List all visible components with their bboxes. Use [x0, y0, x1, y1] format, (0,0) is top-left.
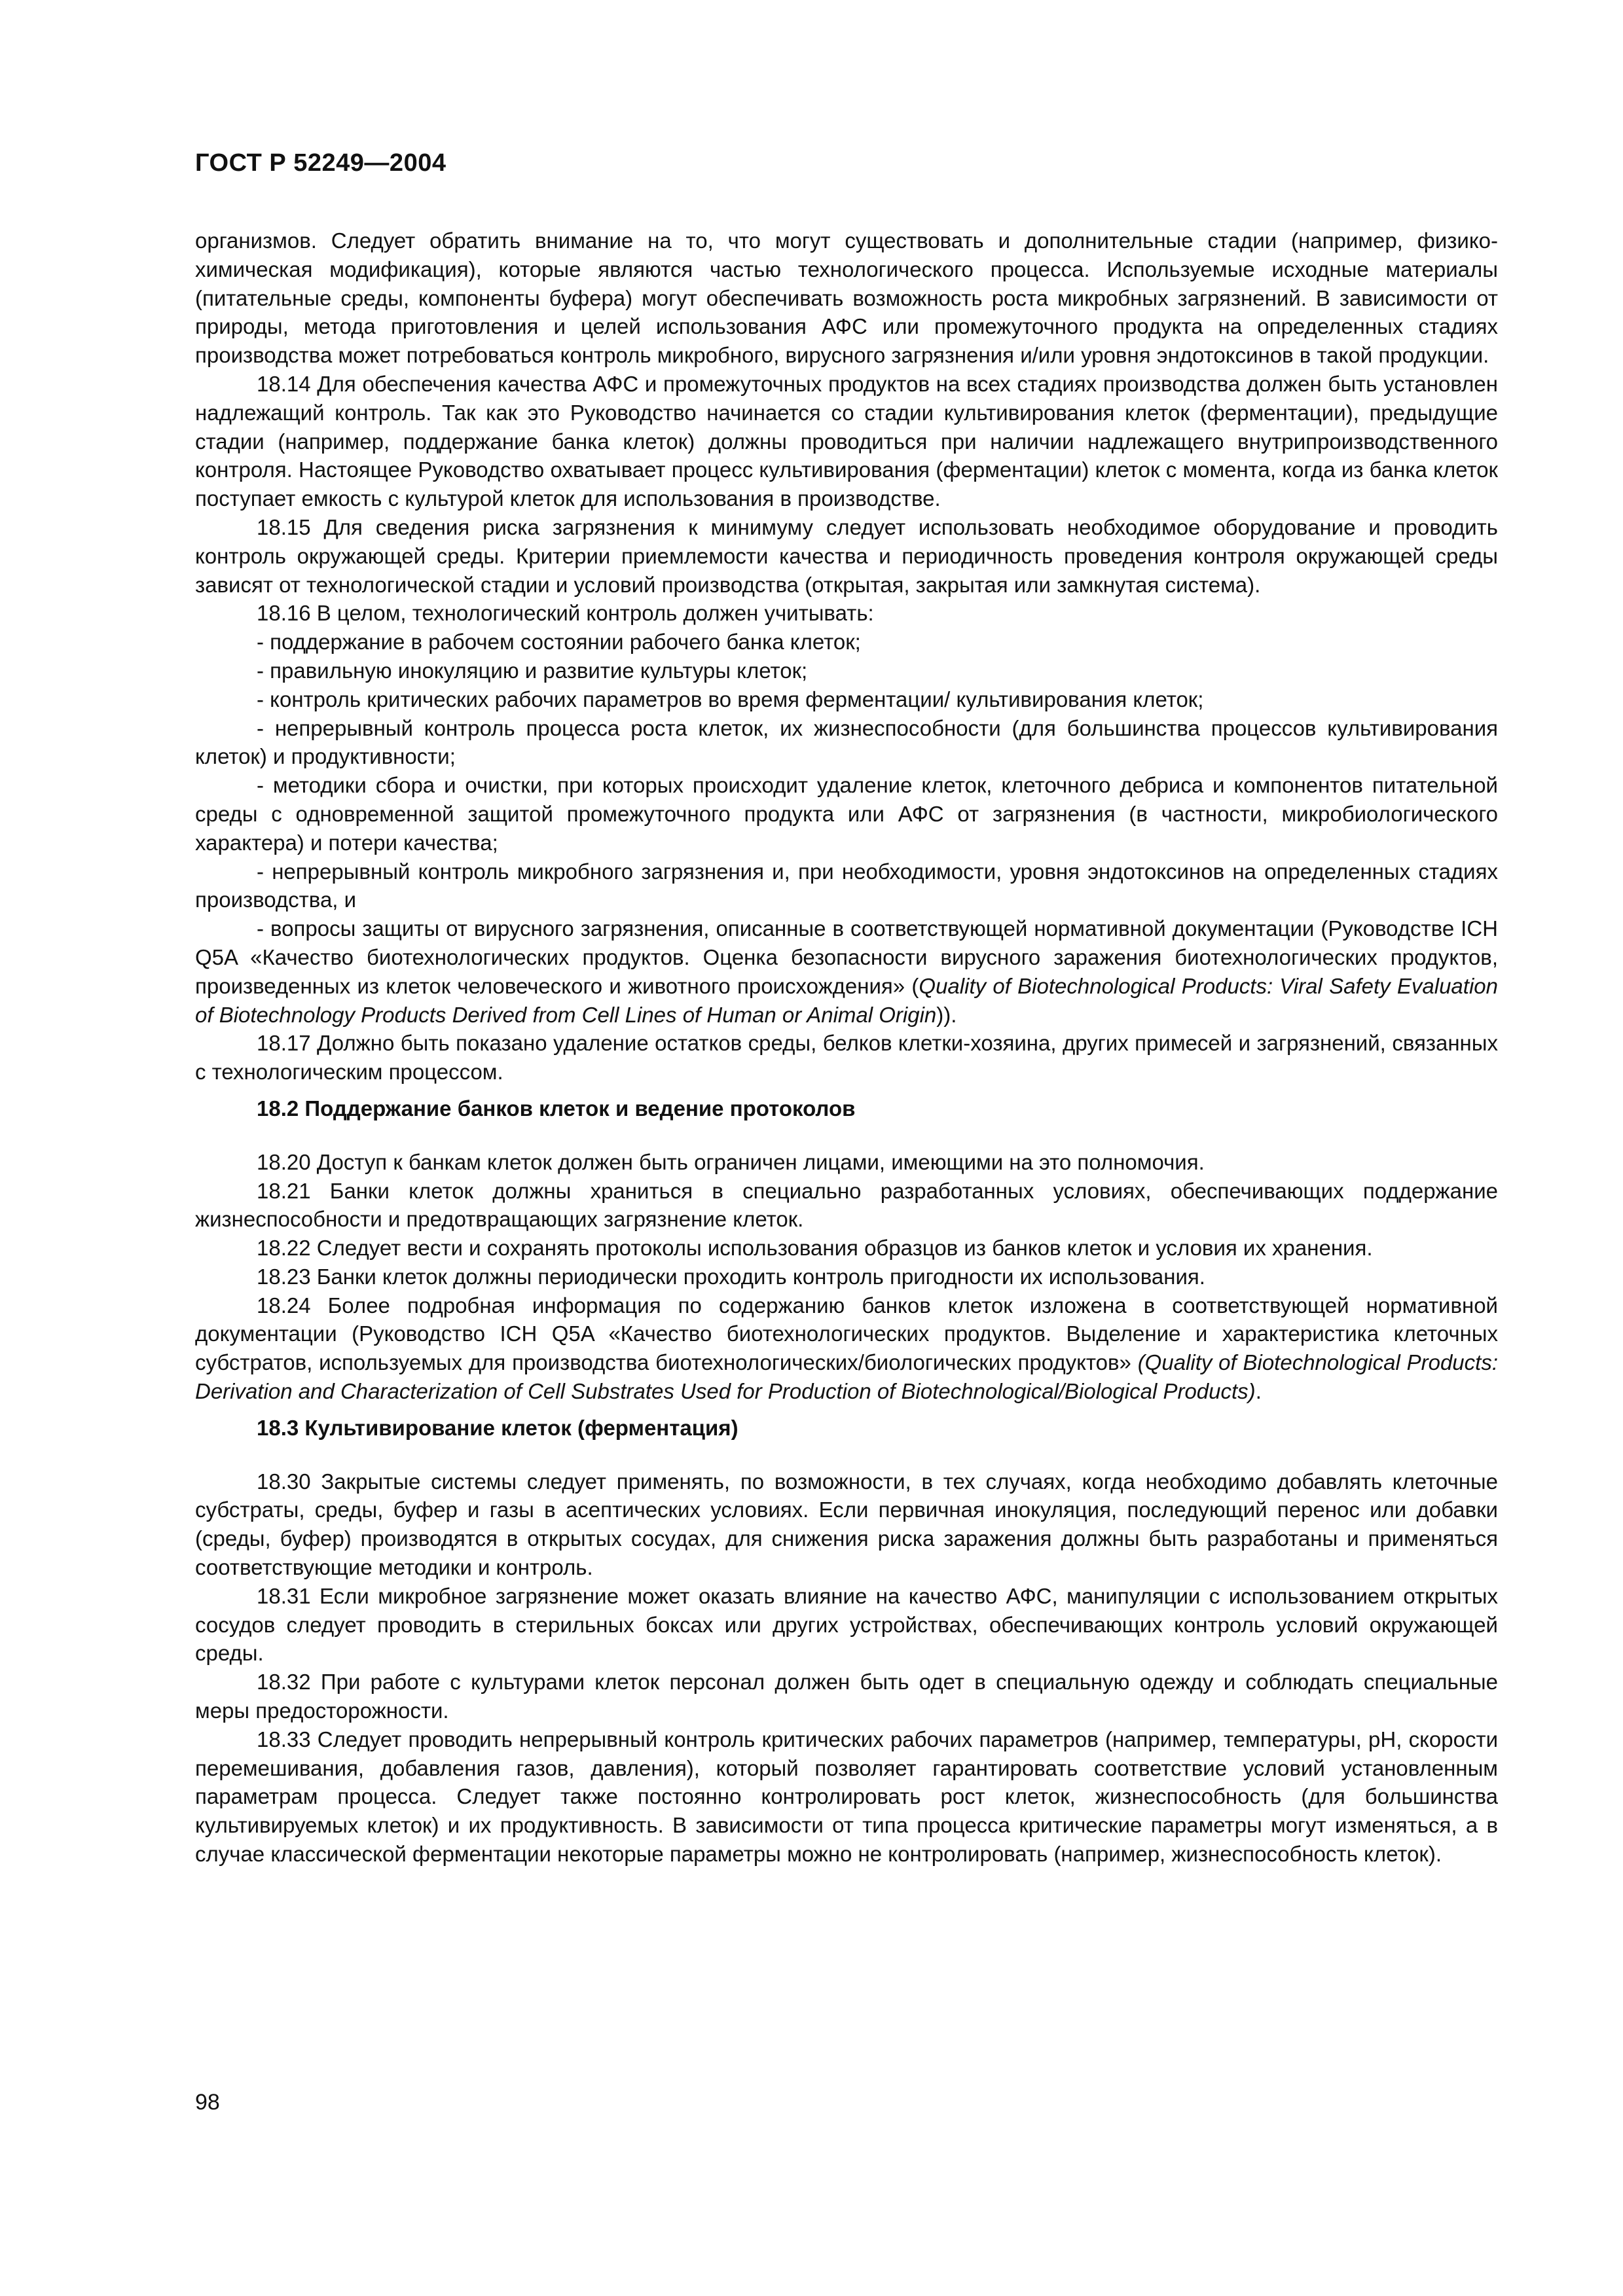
section-heading-18-3: 18.3 Культивирование клеток (ферментация)	[257, 1415, 739, 1440]
paragraph-18-24	[195, 1291, 1498, 1406]
english-title-italic: Quality of Biotechnological Products: Viral Safety Evaluation of Biotechnology Products Derived from Cell Lines of Human or Animal Origin	[195, 973, 1498, 1027]
paragraph: организмов. Следует обратить внимание на то, что могут существовать и дополнительные стадии (например, физико-химическая модификация), которые являются частью технологического процесса. Используемые исходные материалы (питательные среды, компоненты буфера) могут обеспечивать возможность роста микробных загрязнений. В зависимости от природы, метода приготовления и целей использования АФС или промежуточного продукта на определенных стадиях производства может потребоваться контроль микробного, вирусного загрязнения и/или уровня эндотоксинов в такой продукции.	[195, 228, 1498, 368]
paragraph-18-21: 18.21 Банки клеток должны храниться в специально разработанных условиях, обеспечивающих поддержание жизнеспособности и предотвращающих загрязнение клеток.	[195, 1178, 1498, 1232]
section-heading-18-2: 18.2 Поддержание банков клеток и ведение протоколов	[257, 1096, 856, 1121]
paragraph-18-31: 18.31 Если микробное загрязнение может оказать влияние на качество АФС, манипуляции с использованием открытых сосудов следует проводить в стерильных боксах или других устройствах, обеспечивающих контроль условий окружающей среды.	[195, 1583, 1498, 1666]
english-title-italic: (Quality of Biotechnological Products: Derivation and Characterization of Cell Substrates Used for Production of Biotechnological/Biological Products)	[195, 1350, 1498, 1404]
paragraph-18-32: 18.32 При работе с культурами клеток персонал должен быть одет в специальную одежду и соблюдать специальные меры предосторожности.	[195, 1670, 1498, 1723]
paragraph-18-14: 18.14 Для обеспечения качества АФС и промежуточных продуктов на всех стадиях производства должен быть установлен надлежащий контроль. Так как это Руководство начинается со стадии культивирования клеток (ферментации), предыдущие стадии (например, поддержание банка клеток) должны проводиться при наличии надлежащего внутрипроизводственного контроля. Настоящее Руководство охватывает процесс культивирования (ферментации) клеток с момента, когда из банка клеток поступает емкость с культурой клеток для использования в производстве.	[195, 371, 1498, 511]
list-item	[195, 914, 1498, 1029]
paragraph-text-end: .	[1255, 1379, 1262, 1404]
paragraph-18-15: 18.15 Для сведения риска загрязнения к минимуму следует использовать необходимое оборудование и проводить контроль окружающей среды. Критерии приемлемости качества и периодичность проведения контроля окружающей среды зависят от технологической стадии и условий производства (открытая, закрытая или замкнутая система).	[195, 514, 1498, 597]
list-item: - контроль критических рабочих параметров во время ферментации/ культивирования клеток;	[257, 687, 1204, 711]
paragraph-18-22: 18.22 Следует вести и сохранять протоколы использования образцов из банков клеток и условия их хранения.	[257, 1236, 1373, 1261]
list-item-text-end: )).	[936, 1002, 957, 1027]
document-body	[195, 226, 1498, 1869]
paragraph-18-30: 18.30 Закрытые системы следует применять, по возможности, в тех случаях, когда необходимо добавлять клеточные субстраты, среды, буфер и газы в асептических условиях. Если первичная инокуляция, последующий перенос или добавки (среды, буфер) производятся в открытых сосудах, для снижения риска заражения должны быть разработаны и применяться соответствующие методики и контроль.	[195, 1469, 1498, 1580]
paragraph-18-33: 18.33 Следует проводить непрерывный контроль критических рабочих параметров (например, температуры, pH, скорости перемешивания, добавления газов, давления), который позволяет гарантировать соответствие условий установленным параметрам процесса. Следует также постоянно контролировать рост клеток, жизнеспособность (для большинства культивируемых клеток) и их продуктивность. В зависимости от типа процесса критические параметры могут изменяться, а в случае классической ферментации некоторые параметры можно не контролировать (например, жизнеспособность клеток).	[195, 1727, 1498, 1867]
page-number: 98	[195, 2090, 220, 2115]
list-item: - поддержание в рабочем состоянии рабочего банка клеток;	[257, 630, 861, 655]
document-header: ГОСТ Р 52249—2004	[195, 149, 447, 177]
paragraph-18-20: 18.20 Доступ к банкам клеток должен быть ограничен лицами, имеющими на это полномочия.	[257, 1149, 1205, 1174]
paragraph-18-23: 18.23 Банки клеток должны периодически проходить контроль пригодности их использования.	[257, 1264, 1205, 1289]
paragraph-18-16: 18.16 В целом, технологический контроль должен учитывать:	[257, 601, 874, 626]
list-item: - непрерывный контроль микробного загрязнения и, при необходимости, уровня эндотоксинов на определенных стадиях производства, и	[195, 859, 1498, 912]
list-item: - методики сбора и очистки, при которых происходит удаление клеток, клеточного дебриса и компонентов питательной среды с одновременной защитой промежуточного продукта или АФС от загрязнения (в частности, микробиологического характера) и потери качества;	[195, 773, 1498, 855]
list-item-text: - вопросы защиты от вирусного загрязнения, описанные в соответствующей нормативной документации (Руководстве ICH Q5A «Качество биотехнологических продуктов. Оценка безопасности вирусного заражения биотехнологических продуктов, произведенных из клеток человеческого и животного происхождения» (	[195, 916, 1498, 998]
list-item: - правильную инокуляцию и развитие культуры клеток;	[257, 658, 808, 683]
list-item: - непрерывный контроль процесса роста клеток, их жизнеспособности (для большинства процессов культивирования клеток) и продуктивности;	[195, 715, 1498, 769]
paragraph-text: 18.24 Более подробная информация по содержанию банков клеток изложена в соответствующей нормативной документации (Руководство ICH Q5A «Качество биотехнологических продуктов. Выделение и характеристика клеточных субстратов, используемых для производства биотехнологических/биологических продуктов»	[195, 1293, 1498, 1375]
paragraph-18-17: 18.17 Должно быть показано удаление остатков среды, белков клетки-хозяина, других примесей и загрязнений, связанных с технологическим процессом.	[195, 1031, 1498, 1085]
